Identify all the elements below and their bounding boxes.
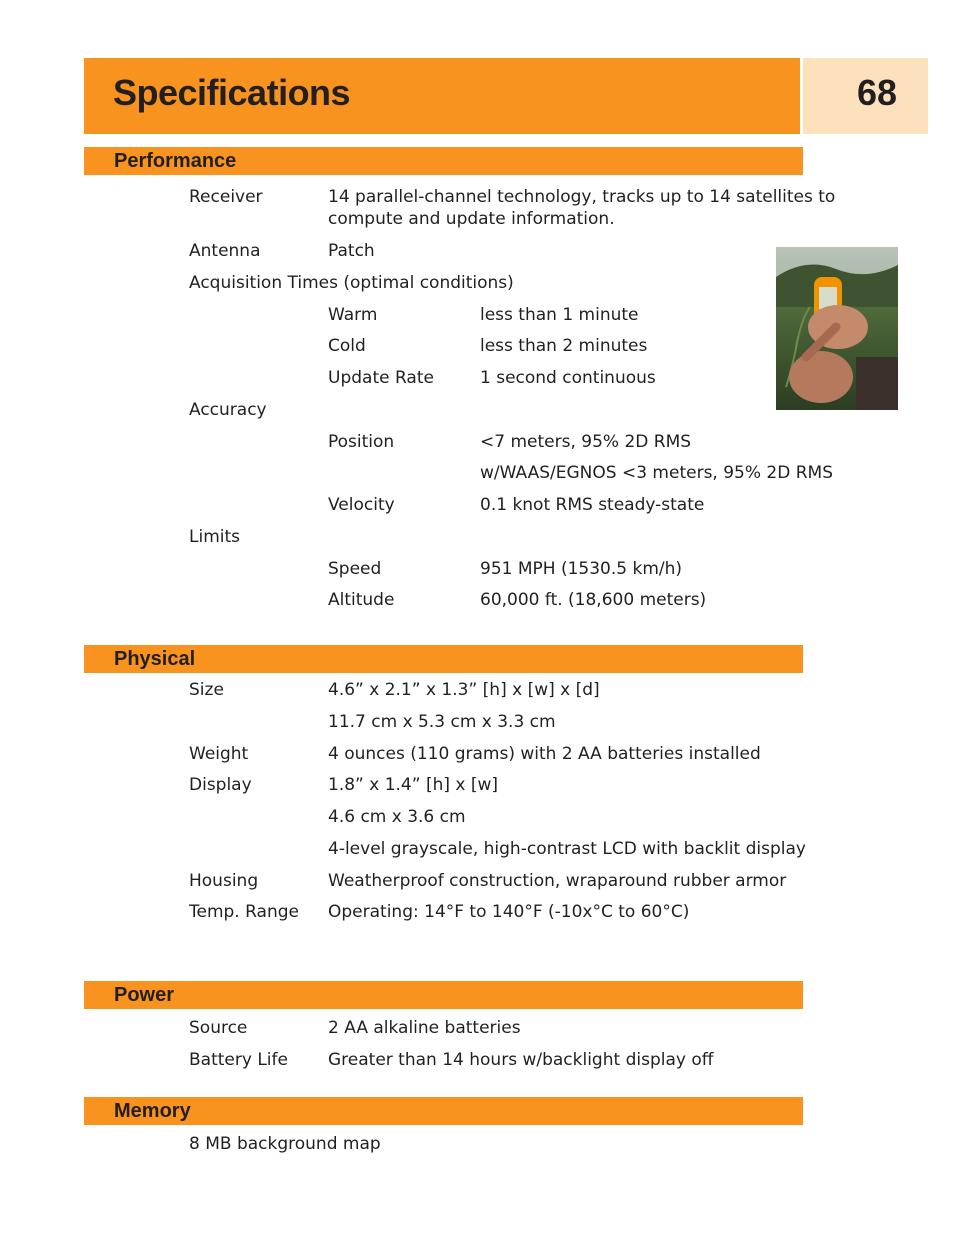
size-value-imperial: 4.6” x 2.1” x 1.3” [h] x [w] x [d] (328, 680, 600, 700)
size-value-metric: 11.7 cm x 5.3 cm x 3.3 cm (328, 712, 556, 732)
temp-range-value: Operating: 14°F to 140°F (-10x°C to 60°C) (328, 902, 690, 922)
page-number-tab (803, 58, 928, 134)
acquisition-label: Acquisition Times (optimal conditions) (189, 273, 514, 293)
display-value-imperial: 1.8” x 1.4” [h] x [w] (328, 775, 499, 795)
weight-label: Weight (189, 744, 249, 764)
warm-value: less than 1 minute (480, 305, 639, 325)
display-label: Display (189, 775, 252, 795)
altitude-value: 60,000 ft. (18,600 meters) (480, 590, 707, 610)
limits-label: Limits (189, 527, 240, 547)
memory-value: 8 MB background map (189, 1134, 381, 1154)
section-header-memory (84, 1097, 803, 1125)
cold-value: less than 2 minutes (480, 336, 648, 356)
display-value-type: 4-level grayscale, high-contrast LCD with backlit display (328, 839, 806, 859)
housing-label: Housing (189, 871, 259, 891)
speed-label: Speed (328, 559, 382, 579)
battery-life-label: Battery Life (189, 1050, 288, 1070)
temp-range-label: Temp. Range (189, 902, 299, 922)
source-label: Source (189, 1018, 248, 1038)
receiver-label: Receiver (189, 187, 263, 207)
velocity-value: 0.1 knot RMS steady-state (480, 495, 705, 515)
antenna-label: Antenna (189, 241, 261, 261)
waas-value: w/WAAS/EGNOS <3 meters, 95% 2D RMS (480, 463, 833, 483)
altitude-label: Altitude (328, 590, 395, 610)
source-value: 2 AA alkaline batteries (328, 1018, 521, 1038)
update-rate-label: Update Rate (328, 368, 434, 388)
section-header-power (84, 981, 803, 1009)
warm-label: Warm (328, 305, 378, 325)
section-header-physical (84, 645, 803, 673)
position-value: <7 meters, 95% 2D RMS (480, 432, 692, 452)
section-title: Physical (114, 648, 196, 670)
velocity-label: Velocity (328, 495, 395, 515)
position-label: Position (328, 432, 395, 452)
receiver-value: 14 parallel-channel technology, tracks up to 14 satellites to compute and update information. (328, 187, 836, 229)
weight-value: 4 ounces (110 grams) with 2 AA batteries installed (328, 744, 761, 764)
speed-value: 951 MPH (1530.5 km/h) (480, 559, 683, 579)
section-title: Power (114, 984, 175, 1006)
section-header-performance (84, 147, 803, 175)
update-rate-value: 1 second continuous (480, 368, 656, 388)
display-value-metric: 4.6 cm x 3.6 cm (328, 807, 466, 827)
battery-life-value: Greater than 14 hours w/backlight display off (328, 1050, 714, 1070)
section-title: Memory (114, 1100, 191, 1122)
page-number: 68 (856, 72, 897, 113)
size-label: Size (189, 680, 224, 700)
gps-in-hand-photo (776, 247, 898, 410)
accuracy-label: Accuracy (189, 400, 267, 420)
section-title: Performance (114, 150, 237, 172)
antenna-value: Patch (328, 241, 375, 261)
page-header (84, 58, 800, 134)
cold-label: Cold (328, 336, 366, 356)
housing-value: Weatherproof construction, wraparound rubber armor (328, 871, 787, 891)
page-title: Specifications (113, 72, 351, 113)
